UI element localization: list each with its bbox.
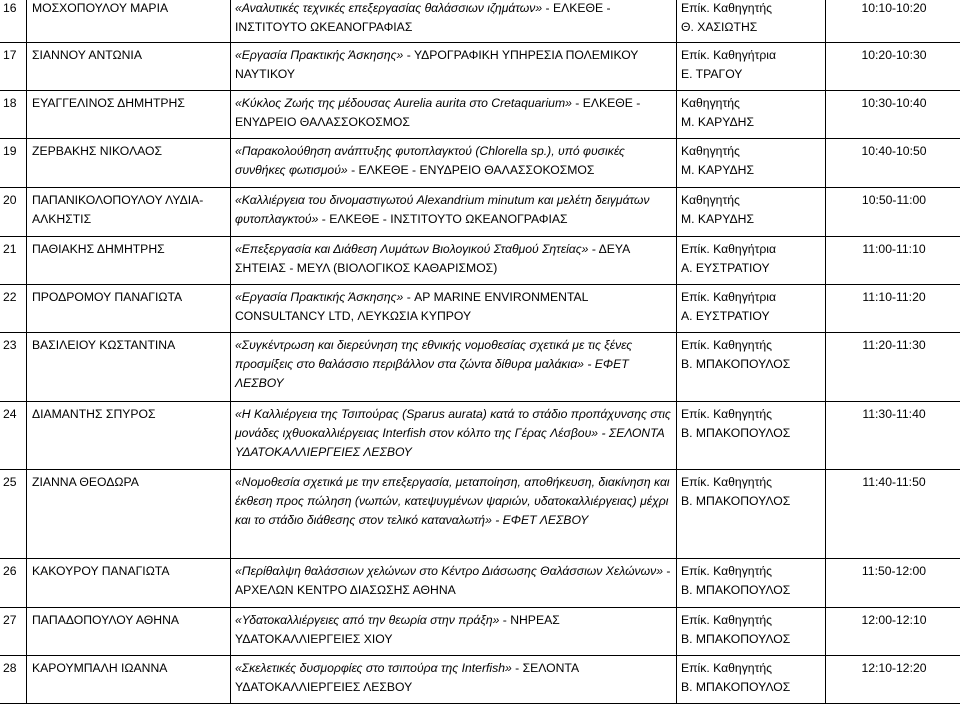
student-name: ΠΑΠΑΔΟΠΟΥΛΟΥ ΑΘΗΝΑ [27, 608, 231, 656]
table-row [0, 43, 960, 91]
time-slot: 10:40-10:50 [826, 139, 960, 188]
student-name: ΠΑΘΙΑΚΗΣ ΔΗΜΗΤΡΗΣ [27, 237, 231, 285]
row-number: 19 [0, 139, 27, 188]
supervisor [677, 470, 826, 559]
thesis-title-text: «Η Καλλιέργεια της Τσιπούρας (Sparus aurata) κατά το στάδιο προπάχυνσης στις μονάδες ιχθυοκαλλιέργειας Interfish στον κόλπο της Γέρας Λέσβου» - ΣΕΛΟΝΤΑ ΥΔΑΤΟΚΑΛΛΙΕΡΓΕΙΕΣ ΛΕΣΒΟΥ [235, 407, 671, 459]
time-slot: 11:50-12:00 [826, 559, 960, 608]
supervisor-rank: Επίκ. Καθηγήτρια [681, 290, 777, 304]
thesis-organization: - ΝΗΡΕΑΣ ΥΔΑΤΟΚΑΛΛΙΕΡΓΕΙΕΣ ΧΙΟΥ [235, 613, 560, 646]
time-slot: 11:30-11:40 [826, 402, 960, 470]
student-name: ΖΕΡΒΑΚΗΣ ΝΙΚΟΛΑΟΣ [27, 139, 231, 188]
supervisor [677, 0, 826, 43]
thesis-title [231, 91, 677, 139]
thesis-title-text: «Παρακολούθηση ανάπτυξης φυτοπλαγκτού (Chlorella sp.), υπό φυσικές συνθήκες φωτισμού» [235, 144, 625, 177]
supervisor [677, 285, 826, 333]
row-number: 21 [0, 237, 27, 285]
table-row [0, 470, 960, 559]
thesis-title [231, 470, 677, 559]
thesis-title [231, 285, 677, 333]
thesis-title [231, 656, 677, 704]
supervisor [677, 237, 826, 285]
supervisor-rank: Καθηγητής [681, 144, 740, 158]
supervisor-name: Β. ΜΠΑΚΟΠΟΥΛΟΣ [681, 494, 791, 508]
supervisor [677, 402, 826, 470]
table-row [0, 333, 960, 402]
supervisor-name: Α. ΕΥΣΤΡΑΤΙΟΥ [681, 309, 770, 323]
thesis-title-text: «Επεξεργασία και Διάθεση Λυμάτων Βιολογικού Σταθμού Σητείας» [235, 242, 589, 256]
supervisor-rank: Επίκ. Καθηγητής [681, 661, 773, 675]
row-number: 18 [0, 91, 27, 139]
time-slot: 10:20-10:30 [826, 43, 960, 91]
thesis-title-text: «Περίθαλψη θαλάσσιων χελώνων στο Κέντρο Διάσωσης Θαλάσσιων Χελώνων» [235, 564, 664, 578]
student-name: ΜΟΣΧΟΠΟΥΛΟΥ ΜΑΡΙΑ [27, 0, 231, 43]
thesis-title-text: «Αναλυτικές τεχνικές επεξεργασίας θαλάσσιων ιζημάτων» [235, 1, 543, 15]
supervisor-name: Θ. ΧΑΣΙΩΤΗΣ [681, 20, 758, 34]
table-row [0, 656, 960, 704]
table-row [0, 188, 960, 237]
supervisor-rank: Επίκ. Καθηγήτρια [681, 242, 777, 256]
time-slot: 11:00-11:10 [826, 237, 960, 285]
supervisor-name: Α. ΕΥΣΤΡΑΤΙΟΥ [681, 261, 770, 275]
student-name: ΚΑΡΟΥΜΠΑΛΗ ΙΩΑΝΝΑ [27, 656, 231, 704]
supervisor-name: Β. ΜΠΑΚΟΠΟΥΛΟΣ [681, 680, 791, 694]
supervisor-name: Μ. ΚΑΡΥΔΗΣ [681, 212, 755, 226]
table-row [0, 285, 960, 333]
row-number: 28 [0, 656, 27, 704]
table-row [0, 0, 960, 43]
supervisor-rank: Επίκ. Καθηγητής [681, 407, 773, 421]
student-name: ΚΑΚΟΥΡΟΥ ΠΑΝΑΓΙΩΤΑ [27, 559, 231, 608]
row-number: 16 [0, 0, 27, 43]
supervisor [677, 608, 826, 656]
supervisor-name: Β. ΜΠΑΚΟΠΟΥΛΟΣ [681, 583, 791, 597]
student-name: ΣΙΑΝΝΟΥ ΑΝΤΩΝΙΑ [27, 43, 231, 91]
time-slot: 11:40-11:50 [826, 470, 960, 559]
student-name: ΠΑΠΑΝΙΚΟΛΟΠΟΥΛΟΥ ΛΥΔΙΑ-ΑΛΚΗΣΤΙΣ [27, 188, 231, 237]
supervisor [677, 333, 826, 402]
row-number: 27 [0, 608, 27, 656]
table-row [0, 402, 960, 470]
thesis-title [231, 608, 677, 656]
thesis-title-text: «Καλλιέργεια του δινομαστιγωτού Alexandrium minutum και μελέτη δειγμάτων φυτοπλαγκτού» [235, 193, 650, 226]
time-slot: 11:10-11:20 [826, 285, 960, 333]
table-row [0, 139, 960, 188]
thesis-title-text: «Υδατοκαλλιέργειες από την θεωρία στην πράξη» [235, 613, 500, 627]
supervisor-name: Μ. ΚΑΡΥΔΗΣ [681, 115, 755, 129]
student-name: ΔΙΑΜΑΝΤΗΣ ΣΠΥΡΟΣ [27, 402, 231, 470]
thesis-title-text: «Συγκέντρωση και διερεύνηση της εθνικής νομοθεσίας σχετικά με τις ξένες προσμίξεις στο θαλάσσιο περιβάλλον στα ζώντα δίθυρα μαλάκια» - ΕΦΕΤ ΛΕΣΒΟΥ [235, 338, 633, 390]
thesis-title [231, 402, 677, 470]
supervisor-rank: Επίκ. Καθηγητής [681, 1, 773, 15]
thesis-title-text: «Εργασία Πρακτικής Άσκησης» [235, 48, 404, 62]
supervisor-rank: Επίκ. Καθηγητής [681, 613, 773, 627]
supervisor [677, 91, 826, 139]
thesis-organization: - ΕΛΚΕΘΕ - ΙΝΣΤΙΤΟΥΤΟ ΩΚΕΑΝΟΓΡΑΦΙΑΣ [318, 212, 568, 226]
thesis-title [231, 188, 677, 237]
supervisor-name: Μ. ΚΑΡΥΔΗΣ [681, 163, 755, 177]
supervisor-rank: Καθηγητής [681, 193, 740, 207]
student-name: ΕΥΑΓΓΕΛΙΝΟΣ ΔΗΜΗΤΡΗΣ [27, 91, 231, 139]
thesis-organization: - AP MARINE ENVIRONMENTAL CONSULTANCY LTD, ΛΕΥΚΩΣΙΑ ΚΥΠΡΟΥ [235, 290, 588, 323]
thesis-organization: - ΕΛΚΕΘΕ - ΕΝΥΔΡΕΙΟ ΘΑΛΑΣΣΟΚΟΣΜΟΣ [347, 163, 595, 177]
row-number: 24 [0, 402, 27, 470]
time-slot: 10:30-10:40 [826, 91, 960, 139]
supervisor-name: Ε. ΤΡΑΓΟΥ [681, 67, 743, 81]
thesis-organization: - ΑΡΧΕΛΩΝ ΚΕΝΤΡΟ ΔΙΑΣΩΣΗΣ ΑΘΗΝΑ [235, 564, 671, 597]
thesis-organization: - ΕΛΚΕΘΕ - ΙΝΣΤΙΤΟΥΤΟ ΩΚΕΑΝΟΓΡΑΦΙΑΣ [235, 1, 611, 34]
time-slot: 10:10-10:20 [826, 0, 960, 43]
table-row [0, 237, 960, 285]
supervisor-rank: Επίκ. Καθηγητής [681, 338, 773, 352]
supervisor-rank: Επίκ. Καθηγητής [681, 475, 773, 489]
table-row [0, 91, 960, 139]
row-number: 23 [0, 333, 27, 402]
thesis-title-text: «Νομοθεσία σχετικά με την επεξεργασία, μεταποίηση, αποθήκευση, διακίνηση και έκθεση προς πώληση (νωπών, κατεψυγμένων ψαριών, υδατοκαλλιέργειας) μέχρι και το στάδιο διάθεσης στον τελικό καταναλωτή» - ΕΦΕΤ ΛΕΣΒΟΥ [235, 475, 670, 527]
student-name: ΒΑΣΙΛΕΙΟΥ ΚΩΣΤΑΝΤΙΝΑ [27, 333, 231, 402]
thesis-title [231, 139, 677, 188]
thesis-title-text: «Εργασία Πρακτικής Άσκησης» [235, 290, 404, 304]
thesis-organization: - ΣΕΛΟΝΤΑ ΥΔΑΤΟΚΑΛΛΙΕΡΓΕΙΕΣ ΛΕΣΒΟΥ [235, 661, 579, 694]
student-name: ΖΙΑΝΝΑ ΘΕΟΔΩΡΑ [27, 470, 231, 559]
supervisor [677, 559, 826, 608]
row-number: 26 [0, 559, 27, 608]
time-slot: 10:50-11:00 [826, 188, 960, 237]
row-number: 17 [0, 43, 27, 91]
supervisor-rank: Επίκ. Καθηγήτρια [681, 48, 777, 62]
thesis-title [231, 237, 677, 285]
table-row [0, 608, 960, 656]
thesis-title [231, 559, 677, 608]
thesis-title-text: «Σκελετικές δυσμορφίες στο τσιπούρα της Interfish» [235, 661, 512, 675]
supervisor-rank: Επίκ. Καθηγητής [681, 564, 773, 578]
time-slot: 12:10-12:20 [826, 656, 960, 704]
supervisor-name: Β. ΜΠΑΚΟΠΟΥΛΟΣ [681, 357, 791, 371]
supervisor [677, 656, 826, 704]
thesis-title-text: «Κύκλος Ζωής της μέδουσας Aurelia aurita στο Cretaquarium» [235, 96, 572, 110]
time-slot: 11:20-11:30 [826, 333, 960, 402]
thesis-title [231, 43, 677, 91]
thesis-organization: - ΕΛΚΕΘΕ - ΕΝΥΔΡΕΙΟ ΘΑΛΑΣΣΟΚΟΣΜΟΣ [235, 96, 641, 129]
thesis-organization: - ΔΕΥΑ ΣΗΤΕΙΑΣ - ΜΕΥΛ (ΒΙΟΛΟΓΙΚΟΣ ΚΑΘΑΡΙΣΜΟΣ) [235, 242, 630, 275]
supervisor-rank: Καθηγητής [681, 96, 740, 110]
table-row [0, 559, 960, 608]
thesis-title [231, 333, 677, 402]
row-number: 25 [0, 470, 27, 559]
thesis-title [231, 0, 677, 43]
time-slot: 12:00-12:10 [826, 608, 960, 656]
supervisor [677, 188, 826, 237]
supervisor-name: Β. ΜΠΑΚΟΠΟΥΛΟΣ [681, 426, 791, 440]
supervisor [677, 139, 826, 188]
row-number: 20 [0, 188, 27, 237]
row-number: 22 [0, 285, 27, 333]
student-name: ΠΡΟΔΡΟΜΟΥ ΠΑΝΑΓΙΩΤΑ [27, 285, 231, 333]
thesis-organization: - ΥΔΡΟΓΡΑΦΙΚΗ ΥΠΗΡΕΣΙΑ ΠΟΛΕΜΙΚΟΥ ΝΑΥΤΙΚΟΥ [235, 48, 639, 81]
supervisor [677, 43, 826, 91]
supervisor-name: Β. ΜΠΑΚΟΠΟΥΛΟΣ [681, 632, 791, 646]
